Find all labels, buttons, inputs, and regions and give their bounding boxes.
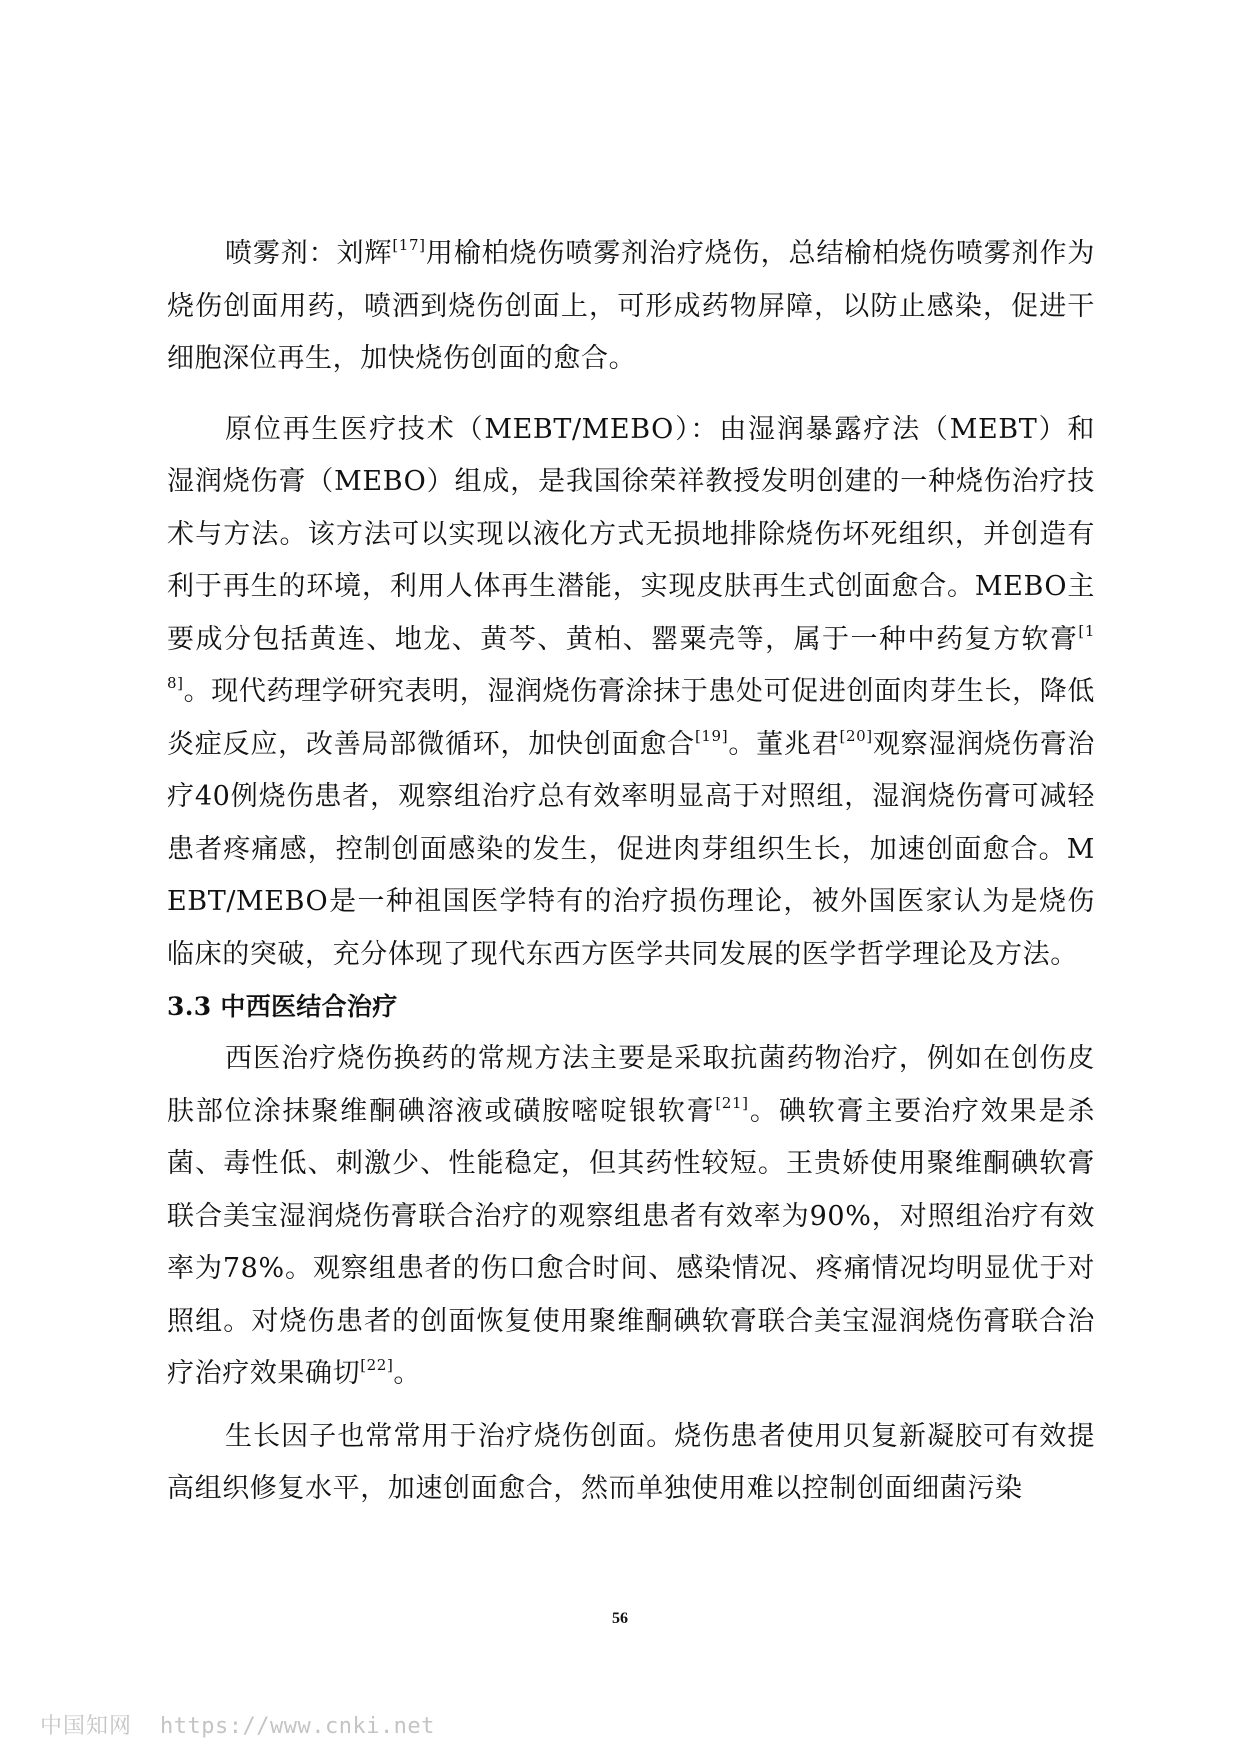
citation-ref[interactable]: [18] — [167, 621, 1095, 692]
paragraph-text: 西医治疗烧伤换药的常规方法主要是采取抗菌药物治疗，例如在创伤皮肤部位涂抹聚维酮碘溶液或磺胺嘧啶银软膏 — [167, 1043, 1095, 1127]
paragraph-text: 观察湿润烧伤膏治疗40例烧伤患者，观察组治疗总有效率明显高于对照组，湿润烧伤膏可减轻患者疼痛感，控制创面感染的发生，促进肉芽组织生长，加速创面愈合。MEBT/MEBO是一种祖国医学特有的治疗损伤理论，被外国医家认为是烧伤临床的突破，充分体现了现代东西方医学共同发展的医学哲学理论及方法。 — [167, 728, 1095, 970]
watermark-logo-text: 中国知网 — [40, 1714, 133, 1739]
cnki-watermark — [40, 1709, 435, 1740]
paragraph-text: 生长因子也常常用于治疗烧伤创面。烧伤患者使用贝复新凝胶可有效提高组织修复水平，加速创面愈合，然而单独使用难以控制创面细菌污染 — [167, 1420, 1095, 1504]
citation-ref[interactable]: [22] — [360, 1356, 394, 1374]
body-text — [167, 228, 1095, 1516]
paragraph-text: 。碘软膏主要治疗效果是杀菌、毒性低、刺激少、性能稳定，但其药性较短。王贵娇使用聚维酮碘软膏联合美宝湿润烧伤膏联合治疗的观察组患者有效率为90%，对照组治疗有效率为78%。观察组患者的伤口愈合时间、感染情况、疼痛情况均明显优于对照组。对烧伤患者的创面恢复使用聚维酮碘软膏联合美宝湿润烧伤膏联合治疗治疗效果确切 — [167, 1095, 1095, 1389]
page-number: 56 — [612, 1610, 628, 1627]
paragraph-western-medicine — [167, 1033, 1095, 1401]
citation-ref[interactable]: [19] — [694, 726, 729, 745]
paragraph-text: 原位再生医疗技术（MEBT/MEBO）：由湿润暴露疗法（MEBT）和湿润烧伤膏（MEBO）组成，是我国徐荣祥教授发明创建的一种烧伤治疗技术与方法。该方法可以实现以液化方式无损地排除烧伤坏死组织，并创造有利于再生的环境，利用人体再生潜能，实现皮肤再生式创面愈合。MEBO主要成分包括黄连、地龙、黄芩、黄柏、罂粟壳等，属于一种中药复方软膏 — [167, 413, 1095, 655]
watermark-url: https://www.cnki.net — [160, 1714, 435, 1739]
citation-ref[interactable]: [20] — [839, 726, 873, 745]
citation-ref[interactable]: [21] — [715, 1093, 749, 1112]
paragraph-text: 。 — [393, 1358, 422, 1389]
section-heading: 3.3 中西医结合治疗 — [167, 992, 398, 1021]
paragraph-text: 。现代药理学研究表明，湿润烧伤膏涂抹于患处可促进创面肉芽生长，降低炎症反应，改善局部微循环，加快创面愈合 — [167, 676, 1095, 760]
paragraph-mebt-mebo — [167, 404, 1095, 982]
paragraph-text: 用榆柏烧伤喷雾剂治疗烧伤，总结榆柏烧伤喷雾剂作为烧伤创面用药，喷洒到烧伤创面上，可形成药物屏障，以防止感染，促进干细胞深位再生，加快烧伤创面的愈合。 — [167, 238, 1095, 374]
citation-ref[interactable]: [17] — [392, 236, 426, 254]
paragraph-spray — [167, 228, 1095, 386]
paragraph-text: 。董兆君 — [728, 728, 840, 760]
paragraph-text: 喷雾剂：刘辉 — [225, 238, 393, 269]
paragraph-growth-factor — [167, 1411, 1095, 1516]
